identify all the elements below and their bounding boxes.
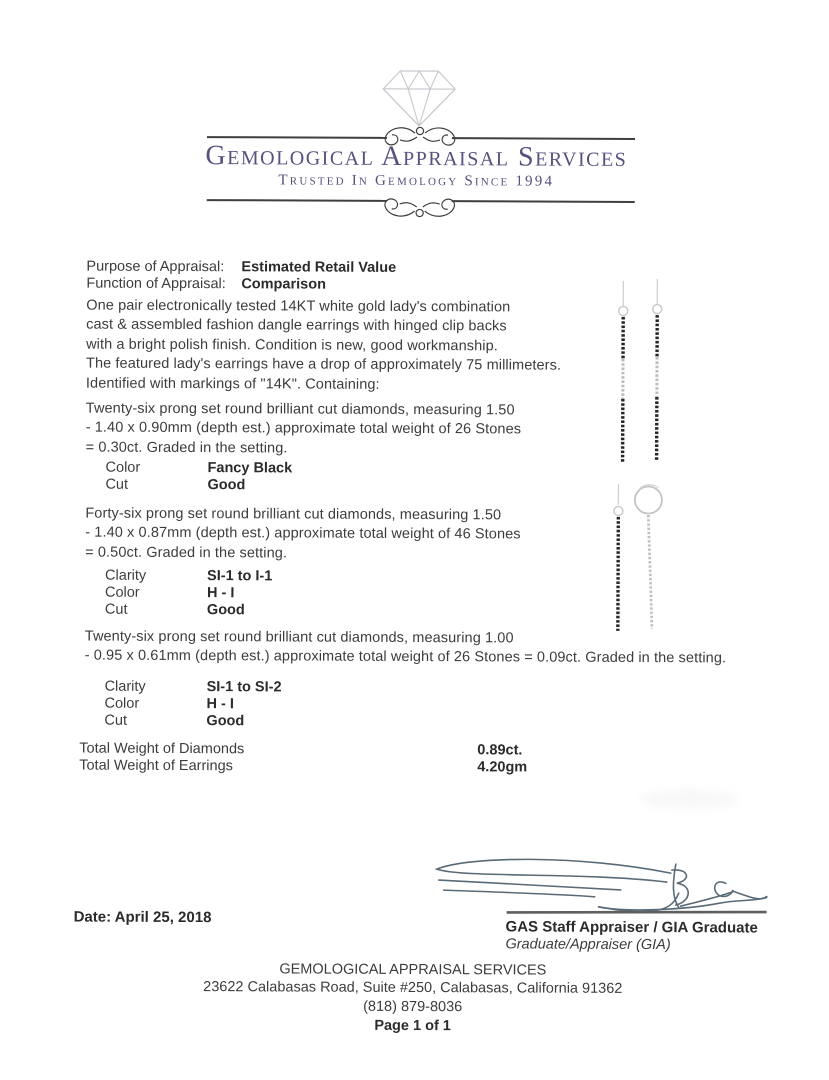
total-value: 0.89ct. [477, 742, 523, 759]
grade-value: Good [207, 477, 246, 494]
appraiser-signature [429, 850, 769, 917]
grade-label: Clarity [105, 567, 147, 584]
grade-value: H - I [206, 585, 235, 602]
grade-value: Fancy Black [207, 460, 293, 477]
purpose-row [86, 259, 396, 277]
stone-description: Twenty-six prong set round brilliant cut diamonds, measuring 1.50 - 1.40 x 0.90mm (depth est.) approximate total weight of 26 Stones = 0.30ct. Graded in the setting. [85, 400, 522, 457]
function-value: Comparison [241, 276, 326, 293]
grade-row [105, 679, 282, 697]
grade-row [104, 696, 281, 714]
item-description: One pair electronically tested 14KT white gold lady's combination cast & assembled fashion dangle earrings with hinged clip backs with a bright polish finish. Condition is new, good workmanship. The featured lady's earrings have a drop of approximately 75 millimeters. Identified with markings of "14K". Containing: [85, 297, 562, 393]
header-rule-top-left [207, 136, 387, 139]
grade-row [105, 585, 272, 603]
grade-row [105, 602, 272, 620]
grade-label: Color [104, 695, 140, 712]
grade-row [104, 713, 281, 731]
total-row [79, 757, 527, 775]
purpose-label: Purpose of Appraisal: [86, 258, 225, 276]
stone-description: Forty-six prong set round brilliant cut diamonds, measuring 1.50 - 1.40 x 0.87mm (depth est.) approximate total weight of 46 Stones = 0.50ct. Graded in the setting. [85, 505, 521, 562]
grade-label: Color [104, 584, 140, 601]
footer-phone: (818) 879-8036 [363, 998, 463, 1015]
appraisal-meta [86, 259, 396, 294]
org-tagline: Trusted In Gemology Since 1994 [278, 172, 555, 190]
signer-credential: Graduate/Appraiser (GIA) [505, 936, 671, 954]
header-rule-bottom-right [452, 200, 635, 203]
header-rule-bottom-left [207, 199, 387, 202]
grade-value: Good [206, 602, 245, 619]
total-label: Total Weight of Diamonds [79, 740, 245, 758]
purpose-value: Estimated Retail Value [241, 259, 397, 276]
stone-grades [104, 679, 281, 731]
grade-value: SI-1 to I-1 [207, 568, 273, 585]
function-row [86, 275, 396, 293]
scan-smudge [641, 789, 737, 809]
stone-grades [105, 460, 292, 495]
stone-description: Twenty-six prong set round brilliant cut diamonds, measuring 1.00 - 0.95 x 0.61mm (depth est.) approximate total weight of 26 Stones = 0.09ct. Graded in the setting. [84, 628, 727, 667]
footer-page-number: Page 1 of 1 [374, 1017, 451, 1035]
org-name-header: Gemological Appraisal Services [205, 140, 628, 173]
grade-value: SI-1 to SI-2 [206, 679, 282, 696]
grade-row [105, 568, 272, 586]
grade-value: Good [206, 713, 245, 730]
grade-label: Cut [105, 476, 129, 493]
totals-block [79, 741, 527, 776]
signer-title: GAS Staff Appraiser / GIA Graduate [505, 918, 758, 937]
hoop-dangle-earring-photo [595, 479, 681, 637]
total-row [79, 741, 527, 759]
grade-label: Cut [104, 601, 128, 618]
function-label: Function of Appraisal: [86, 275, 226, 292]
footer-address: 23622 Calabasas Road, Suite #250, Calabasas, California 91362 [203, 979, 623, 998]
grade-row [105, 477, 292, 495]
stone-grades [105, 568, 272, 620]
footer [0, 959, 827, 1037]
grade-label: Clarity [104, 678, 146, 695]
dangle-earrings-photo [606, 277, 677, 475]
header-rule-top-right [452, 137, 635, 140]
grade-label: Color [105, 459, 141, 476]
footer-org: GEMOLOGICAL APPRAISAL SERVICES [279, 961, 547, 979]
scroll-flourish-icon [380, 192, 460, 222]
total-label: Total Weight of Earrings [79, 757, 233, 774]
grade-value: H - I [206, 696, 234, 713]
signature-line [507, 911, 767, 914]
grade-label: Cut [104, 712, 128, 729]
total-value: 4.20gm [477, 758, 528, 775]
date-label: Date: April 25, 2018 [73, 908, 212, 927]
diamond-logo-icon [378, 68, 460, 130]
grade-row [106, 460, 293, 478]
